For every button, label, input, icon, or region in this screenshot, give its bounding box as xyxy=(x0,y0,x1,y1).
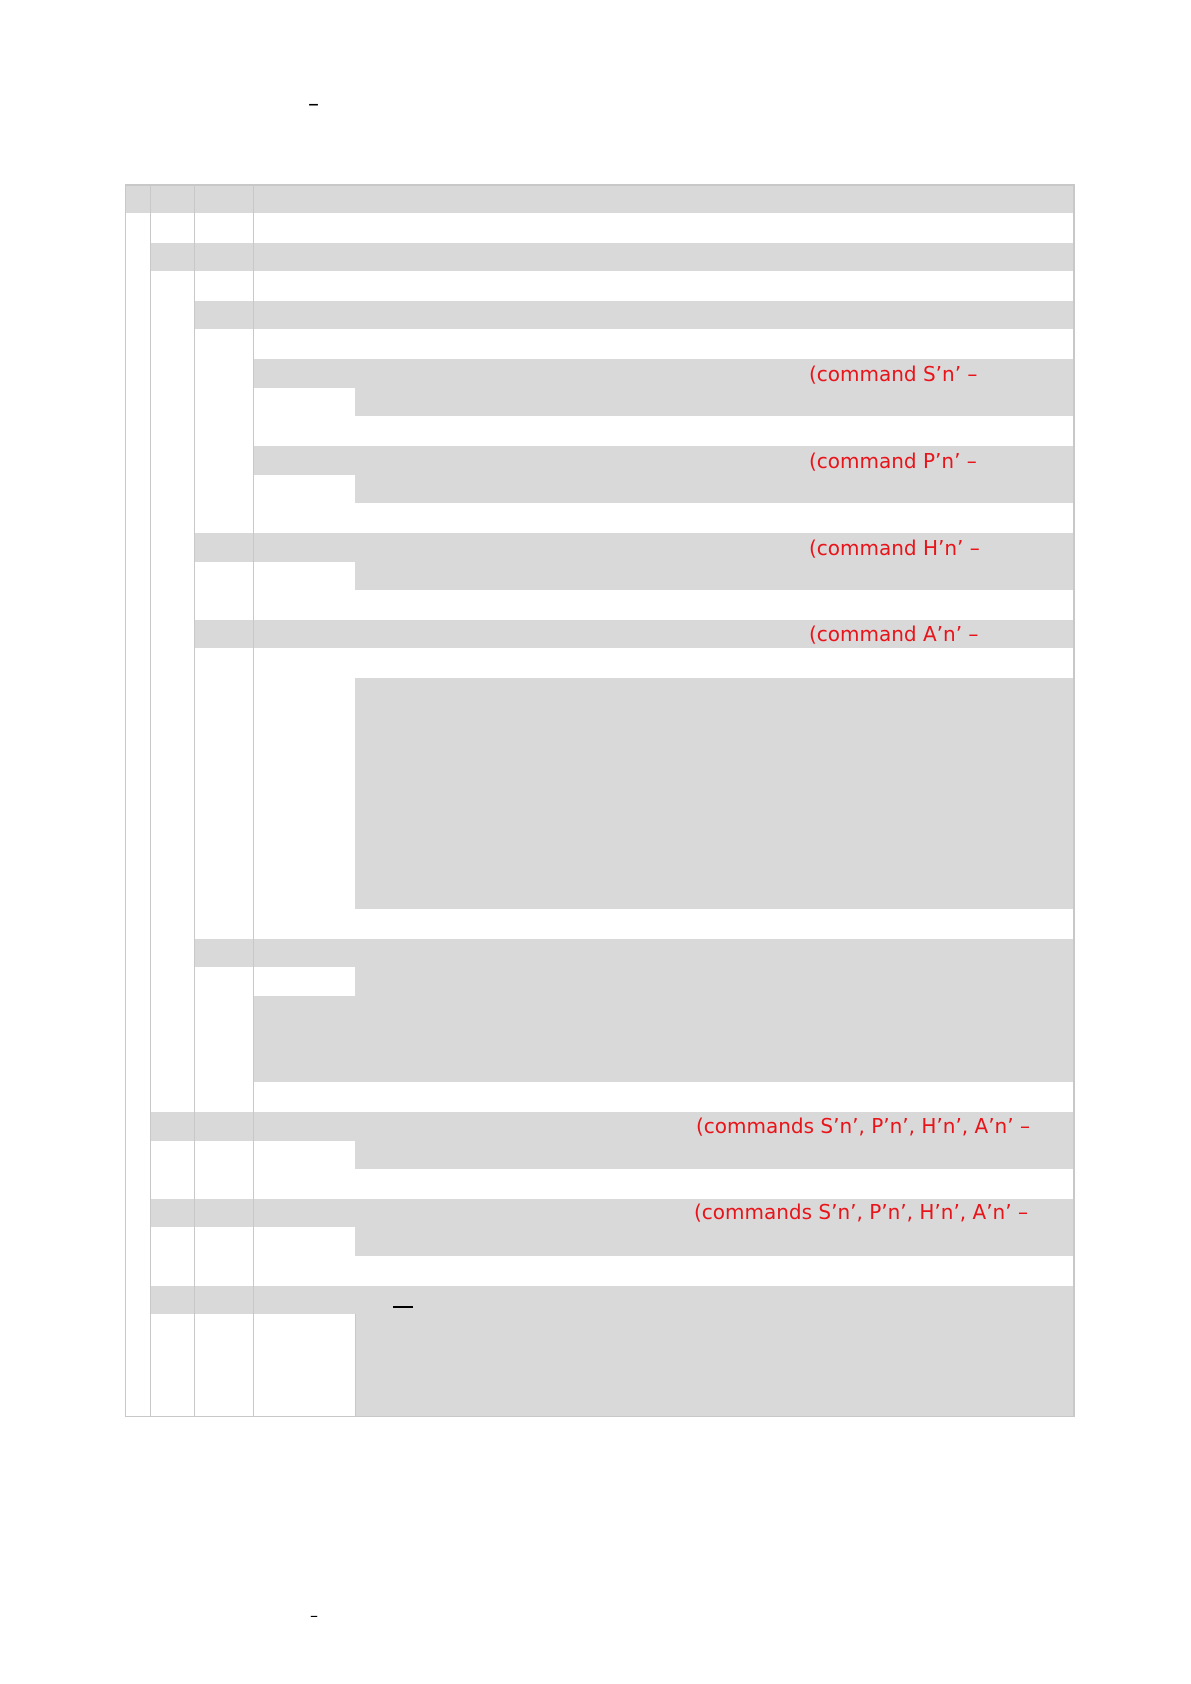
row-cmds1-body xyxy=(355,1141,1074,1169)
note-command-p: (command P’n’ – xyxy=(809,449,977,473)
specification-table xyxy=(125,184,1074,1417)
table-border-right xyxy=(1073,184,1075,1417)
footer-dash: – xyxy=(310,1606,318,1625)
column-rule-1 xyxy=(150,184,151,1417)
note-command-a: (command A’n’ – xyxy=(809,622,979,646)
note-commands-1: (commands S’n’, P’n’, H’n’, A’n’ – xyxy=(696,1114,1030,1138)
row-x-header xyxy=(194,939,1074,967)
row-level-3-header xyxy=(194,301,1074,329)
row-last-header xyxy=(150,1286,1074,1314)
table-border-left xyxy=(125,184,126,1417)
row-a-body xyxy=(355,678,1074,909)
row-level-1-header xyxy=(125,184,1074,213)
row-h-body xyxy=(355,562,1074,590)
note-command-h: (command H’n’ – xyxy=(809,536,980,560)
column-rule-4a xyxy=(355,1314,356,1417)
row-cmds2-body xyxy=(355,1227,1074,1256)
row-level-2-header xyxy=(150,243,1074,271)
row-last-body xyxy=(355,1314,1074,1417)
column-rule-3 xyxy=(253,184,254,1417)
row-s-body xyxy=(355,388,1074,416)
row-p-body xyxy=(355,475,1074,503)
column-rule-2 xyxy=(194,184,195,1417)
header-dash: – xyxy=(308,92,319,117)
row-x-body-1 xyxy=(355,967,1074,996)
table-border-bottom xyxy=(125,1416,1074,1417)
table-border-top xyxy=(125,184,1074,186)
note-command-s: (command S’n’ – xyxy=(809,362,978,386)
row-x-body-2 xyxy=(253,996,1074,1082)
underline-mark xyxy=(393,1306,413,1308)
note-commands-2: (commands S’n’, P’n’, H’n’, A’n’ – xyxy=(694,1200,1028,1224)
